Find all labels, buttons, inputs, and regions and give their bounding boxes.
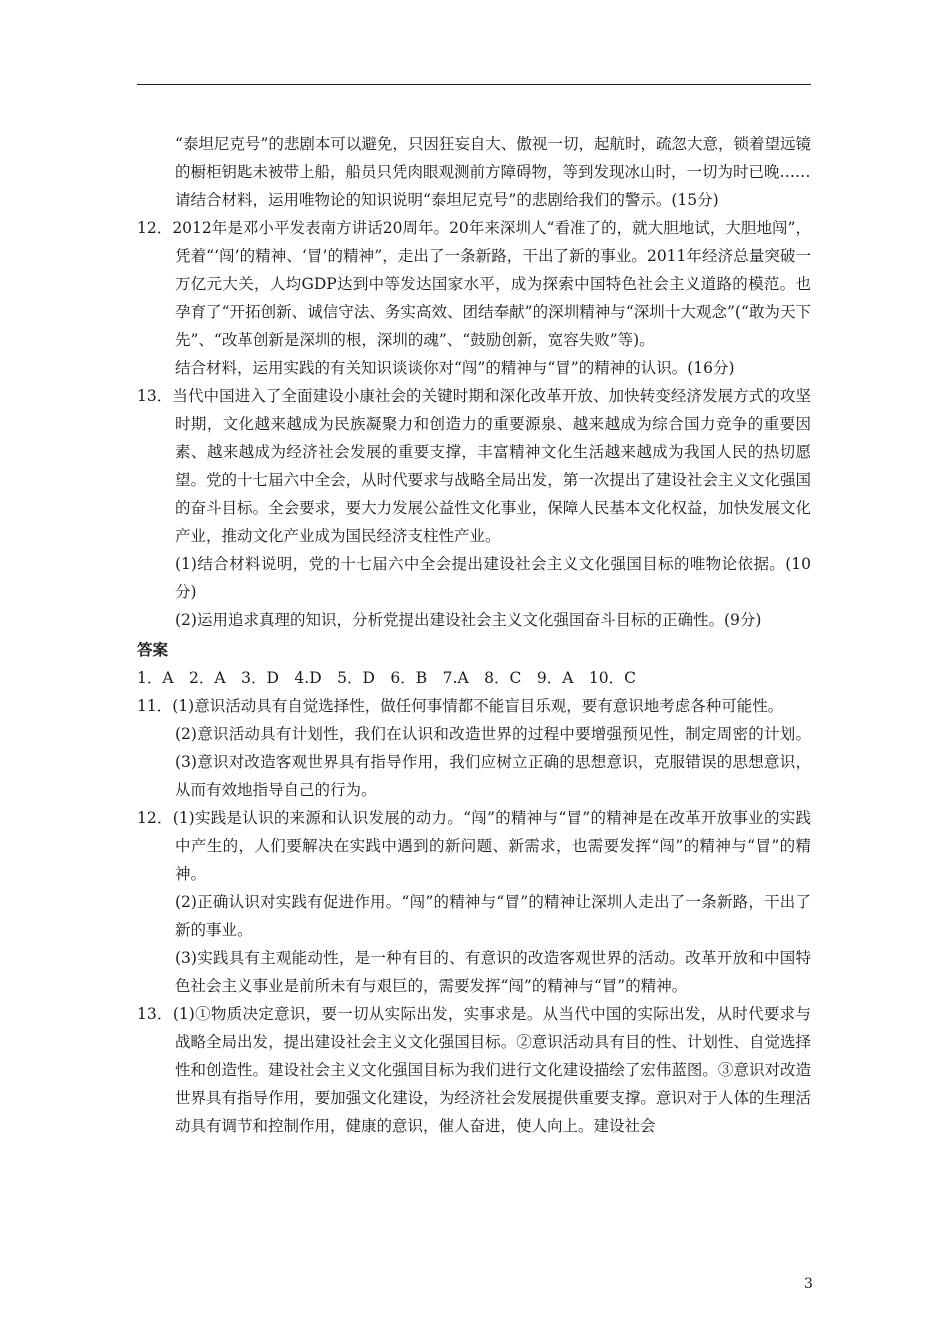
q11-material: “泰坦尼克号”的悲剧本可以避免，只因狂妄自大、傲视一切，起航时，疏忽大意，锁着望远镜的橱柜钥匙未被带上船，船员只凭肉眼观测前方障碍物，等到发现冰山时，一切为时已晚…… bbox=[175, 135, 811, 181]
q13-number: 13． bbox=[137, 387, 173, 405]
q13-sub1: (1)结合材料说明，党的十七届六中全会提出建设社会主义文化强国目标的唯物论依据。(10分) bbox=[175, 555, 811, 601]
a11-number: 11． bbox=[137, 697, 173, 715]
q13-sub2: (2)运用追求真理的知识，分析党提出建设社会主义文化强国奋斗目标的正确性。(9分) bbox=[175, 611, 762, 629]
page-number: 3 bbox=[804, 1276, 813, 1292]
q12-task: 结合材料，运用实践的有关知识谈谈你对“闯”的精神与“冒”的精神的认识。(16分) bbox=[175, 359, 735, 377]
answers-choice-line: 1．A 2．A 3．D 4.D 5．D 6．B 7.A 8．C 9．A 10．C bbox=[137, 669, 636, 687]
a13-p1-text: (1)①物质决定意识，要一切从实际出发，实事求是。从当代中国的实际出发，从时代要求与战略全局出发，提出建设社会主义文化强国目标。②意识活动具有目的性、计划性、自觉选择性和创造性。建设社会主义文化强国目标为我们进行文化建设描绘了宏伟蓝图。③意识对改造世界具有指导作用，要加强文化建设，为经济社会发展提供重要支撑。意识对于人体的生理活动具有调节和控制作用，健康的意识，催人奋进，使人向上。建设社会 bbox=[172, 1005, 811, 1135]
a12-p1 bbox=[137, 804, 811, 888]
a13-p1 bbox=[137, 1000, 811, 1140]
a13-number: 13． bbox=[137, 1005, 173, 1023]
a12-p3: (3)实践具有主观能动性，是一种有目的、有意识的改造客观世界的活动。改革开放和中国特色社会主义事业是前所未有与艰巨的，需要发挥“闯”的精神与“冒”的精神。 bbox=[175, 949, 811, 995]
q12-block bbox=[137, 214, 811, 354]
q12-material: 2012年是邓小平发表南方讲话20周年。20年来深圳人“看准了的，就大胆地试，大胆地闯”，凭着“‘闯’的精神、‘冒’的精神”，走出了一条新路，干出了新的事业。2011年经济总量突破一万亿元大关，人均GDP达到中等发达国家水平，成为探索中国特色社会主义道路的模范。也孕育了“开拓创新、诚信守法、务实高效、团结奉献”的深圳精神与“深圳十大观念”(“敢为天下先”、“改革创新是深圳的根，深圳的魂”、“鼓励创新，宽容失败”等)。 bbox=[172, 219, 811, 349]
a11-block bbox=[137, 692, 811, 720]
a12-block bbox=[137, 804, 811, 888]
header-rule bbox=[137, 84, 811, 85]
q12-text bbox=[137, 214, 811, 354]
q13-text bbox=[137, 382, 811, 550]
answers-heading: 答案 bbox=[137, 640, 169, 659]
a11-p1-text: (1)意识活动具有自觉选择性，做任何事情都不能盲目乐观，要有意识地考虑各种可能性。 bbox=[172, 697, 784, 715]
a12-p2: (2)正确认识对实践有促进作用。“闯”的精神与“冒”的精神让深圳人走出了一条新路，干出了新的事业。 bbox=[175, 893, 811, 939]
a11-p2: (2)意识活动具有计划性，我们在认识和改造世界的过程中要增强预见性，制定周密的计划。(3)意识对改造客观世界具有指导作用，我们应树立正确的思想意识，克服错误的思想意识，从而有效地指导自己的行为。 bbox=[175, 725, 811, 799]
page-content bbox=[137, 130, 811, 1140]
a12-number: 12． bbox=[137, 809, 173, 827]
q13-block bbox=[137, 382, 811, 550]
a11-p1 bbox=[137, 692, 811, 720]
a12-p1-text: (1)实践是认识的来源和认识发展的动力。“闯”的精神与“冒”的精神是在改革开放事业的实践中产生的，人们要解决在实践中遇到的新问题、新需求，也需要发挥“闯”的精神与“冒”的精神。 bbox=[172, 809, 811, 883]
q11-task: 请结合材料，运用唯物论的知识说明“泰坦尼克号”的悲剧给我们的警示。(15分) bbox=[175, 191, 719, 209]
q13-material: 当代中国进入了全面建设小康社会的关键时期和深化改革开放、加快转变经济发展方式的攻坚时期，文化越来越成为民族凝聚力和创造力的重要源泉、越来越成为综合国力竞争的重要因素、越来越成为经济社会发展的重要支撑，丰富精神文化生活越来越成为我国人民的热切愿望。党的十七届六中全会，从时代要求与战略全局出发，第一次提出了建设社会主义文化强国的奋斗目标。全会要求，要大力发展公益性文化事业，保障人民基本文化权益，加快发展文化产业，推动文化产业成为国民经济支柱性产业。 bbox=[172, 387, 811, 545]
a13-block bbox=[137, 1000, 811, 1140]
q12-number: 12． bbox=[137, 219, 173, 237]
